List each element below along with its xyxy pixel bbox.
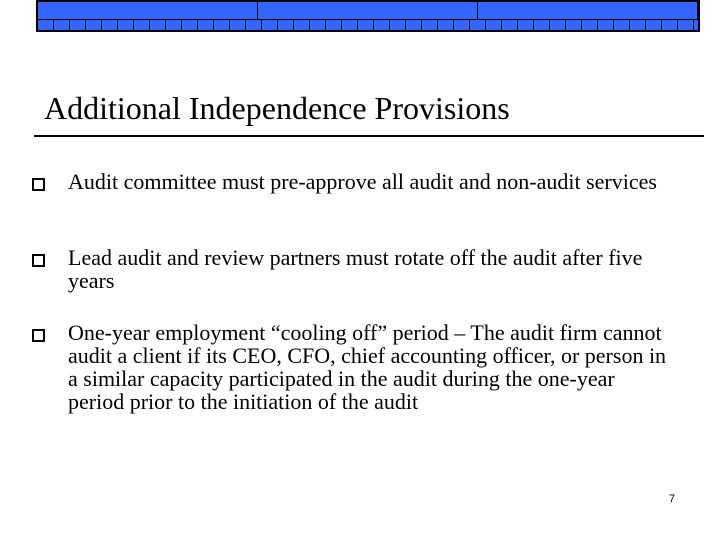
bullet-text: Audit committee must pre-approve all audit and non-audit services: [68, 169, 657, 194]
title-underline: [34, 135, 704, 137]
square-bullet-icon: [32, 178, 45, 191]
square-bullet-icon: [32, 254, 45, 267]
bullet-text: Lead audit and review partners must rotate off the audit after five years: [68, 245, 643, 293]
header-bar-lower-band: [38, 19, 698, 30]
slide-title: Additional Independence Provisions: [44, 90, 510, 126]
bullet-text: One-year employment “cooling off” period – The audit firm cannot audit a client if its CEO, CFO, chief accounting officer, or person in a similar capacity participated in the audit during the one-year period prior to the initiation of the audit: [68, 320, 667, 414]
square-bullet-icon: [32, 329, 45, 342]
page-number: 7: [669, 493, 676, 505]
header-decoration-bar: [36, 0, 700, 32]
